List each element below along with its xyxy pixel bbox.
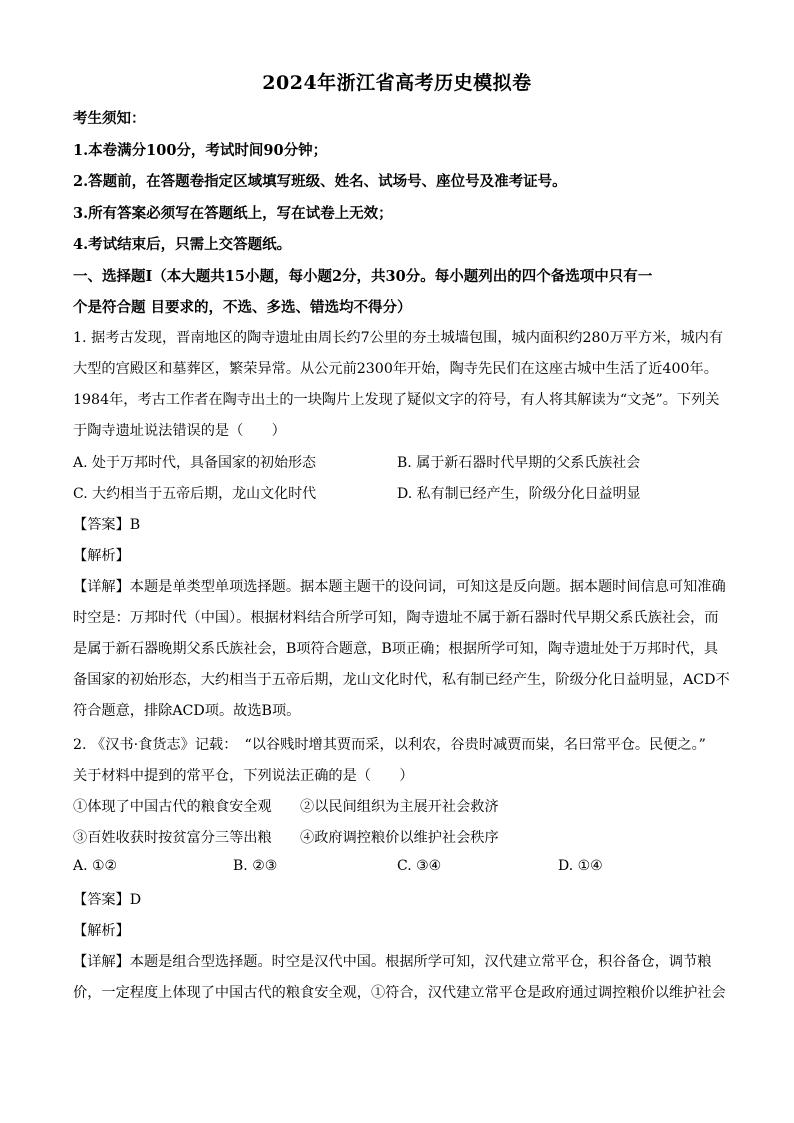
notice-item-3: 3.所有答案必须写在答题纸上，写在试卷上无效；: [73, 205, 393, 222]
q1-detail-line-3: 是属于新石器晚期父系氏族社会，B项符合题意，B项正确；根据所学可知，陶寺遗址处于万邦时代，具: [73, 641, 719, 657]
q2-statements-line-2: ③百姓收获时按贫富分三等出粮 ④政府调控粮价以维护社会秩序: [73, 830, 499, 846]
q1-options-row-1: [73, 452, 733, 474]
q1-stem-line-1: 1. 据考古发现，晋南地区的陶寺遗址由周长约7公里的夯土城墙包围，城内面积约280万平方米，城内有: [73, 330, 724, 346]
q1-option-d: D. 私有制已经产生，阶级分化日益明显: [397, 486, 641, 502]
page-title: 2024年浙江省高考历史模拟卷: [262, 72, 532, 94]
q2-stem-line-1: 2. 《汉书·食货志》记载： “以谷贱时增其贾而采，以利农，谷贵时减贾而粜，名曰常平仓。民便之。”: [73, 737, 706, 753]
q2-option-c: C. ③④: [397, 858, 442, 874]
q1-option-c: C. 大约相当于五帝后期，龙山文化时代: [73, 486, 317, 502]
notice-item-2: 2.答题前，在答题卷指定区域填写班级、姓名、试场号、座位号及准考证号。: [73, 173, 567, 190]
q1-option-a: A. 处于万邦时代，具备国家的初始形态: [73, 455, 317, 471]
section-heading-line-1: 一、选择题Ⅰ（本大题共15小题，每小题2分，共30分。每小题列出的四个备选项中只有一: [73, 268, 653, 285]
q2-detail-line-2: 价，一定程度上体现了中国古代的粮食安全观，①符合，汉代建立常平仓是政府通过调控粮价以维护社会: [73, 985, 726, 1001]
q2-analysis-label: 【解析】: [73, 923, 130, 939]
q1-option-b: B. 属于新石器时代早期的父系氏族社会: [397, 455, 641, 471]
q1-detail-line-2: 时空是：万邦时代（中国）。根据材料结合所学可知，陶寺遗址不属于新石器时代早期父系氏族社会，而: [73, 610, 719, 626]
q2-option-b: B. ②③: [233, 858, 278, 874]
q1-stem-line-4: 于陶寺遗址说法错误的是（ ）: [73, 423, 286, 439]
q1-answer: 【答案】B: [73, 517, 141, 533]
q1-options-row-2: [73, 483, 733, 505]
q1-analysis-label: 【解析】: [73, 548, 130, 564]
q2-statements-line-1: ①体现了中国古代的粮食安全观 ②以民间组织为主展开社会救济: [73, 799, 499, 815]
q2-detail-line-1: 【详解】本题是组合型选择题。时空是汉代中国。根据所学可知，汉代建立常平仓，积谷备仓，调节粮: [73, 954, 712, 970]
q1-detail-line-1: 【详解】本题是单类型单项选择题。据本题主题干的设问词，可知这是反向题。据本题时间信息可知准确: [73, 579, 726, 595]
q2-answer: 【答案】D: [73, 892, 142, 908]
q2-option-a: A. ①②: [73, 858, 118, 874]
section-heading-line-2: 个是符合题 目要求的，不选、多选、错选均不得分）: [73, 299, 412, 316]
q1-detail-line-4: 备国家的初始形态，大约相当于五帝后期，龙山文化时代，私有制已经产生，阶级分化日益明显，ACD不: [73, 672, 730, 688]
notice-item-1: 1.本卷满分100分，考试时间90分钟；: [73, 142, 328, 159]
q1-stem-line-2: 大型的宫殿区和墓葬区，繁荣异常。从公元前2300年开始，陶寺先民们在这座古城中生活了近400年。: [73, 361, 718, 377]
q1-stem-line-3: 1984年，考古工作者在陶寺出土的一块陶片上发现了疑似文字的符号，有人将其解读为“文尧”。下列关: [73, 392, 720, 408]
q2-option-d: D. ①④: [558, 858, 603, 874]
notice-item-4: 4.考试结束后，只需上交答题纸。: [73, 236, 292, 253]
q1-detail-line-5: 符合题意，排除ACD项。故选B项。: [73, 703, 301, 719]
q2-options-row: [73, 858, 733, 880]
q2-stem-line-2: 关于材料中提到的常平仓，下列说法正确的是（ ）: [73, 768, 414, 784]
notice-heading: 考生须知：: [73, 110, 146, 127]
